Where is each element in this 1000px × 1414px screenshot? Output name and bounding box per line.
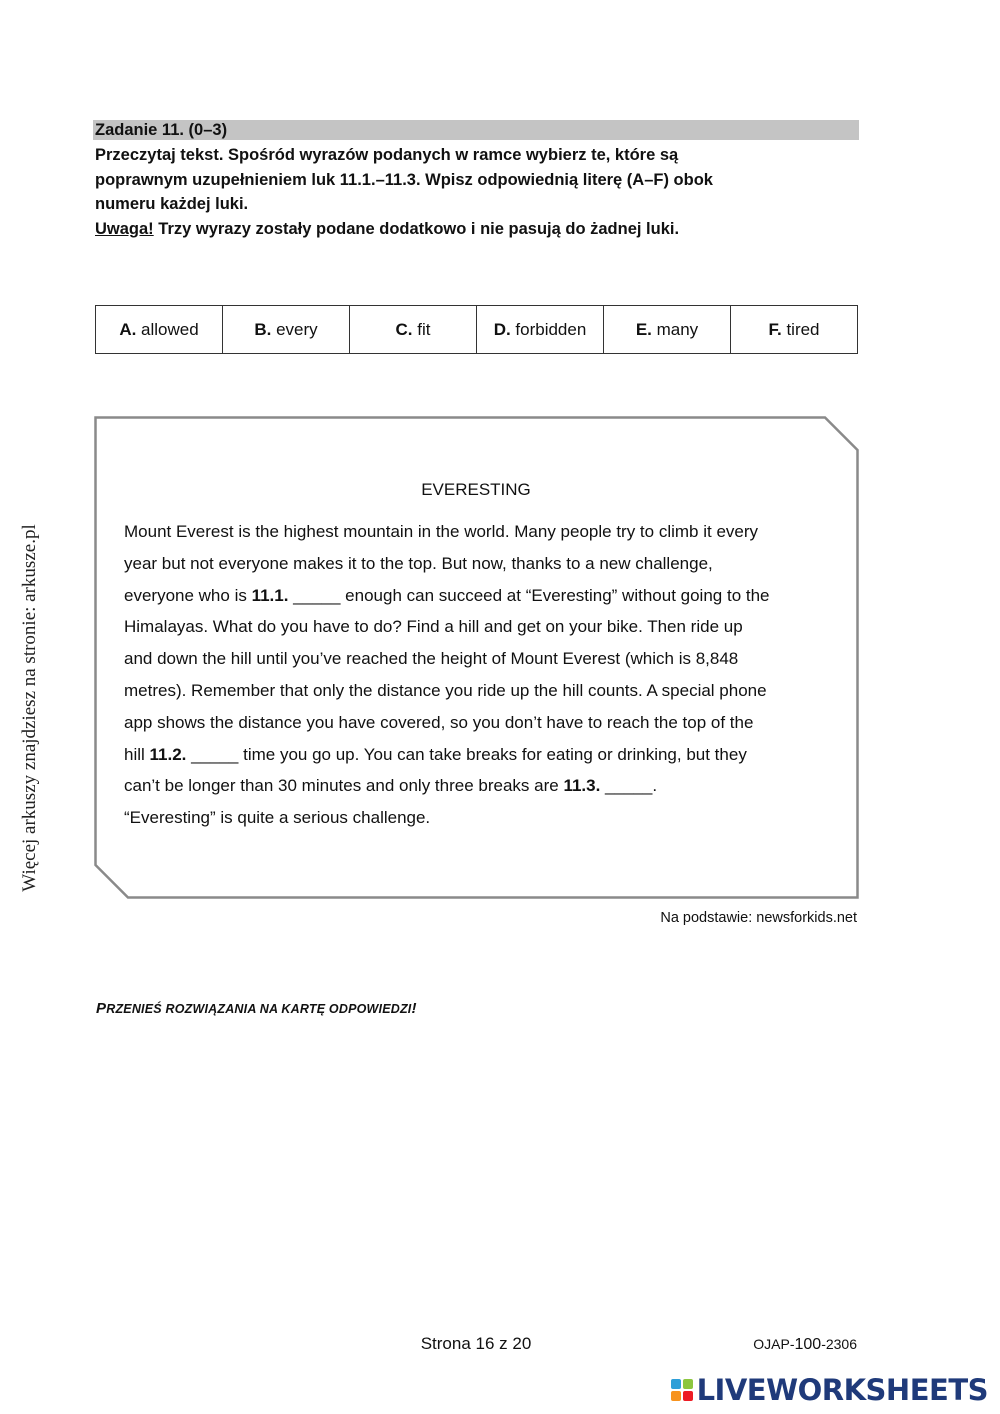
note-label: Uwaga! [95, 219, 154, 238]
code-part: 100 [794, 1336, 822, 1353]
text-line: and down the hill until you’ve reached the height of Mount Everest (which is 8,848 [124, 649, 739, 669]
transfer-cap: P [96, 1000, 107, 1017]
text-line [124, 739, 836, 771]
word-options-table [95, 305, 858, 354]
document-code [753, 1336, 857, 1354]
reading-title: EVERESTING [421, 480, 531, 499]
option-e [604, 306, 731, 354]
task-header: Zadanie 11. (0–3) [93, 120, 859, 140]
transfer-instruction [96, 1000, 417, 1017]
text-line: “Everesting” is quite a serious challenge. [124, 808, 431, 828]
text-line [124, 770, 836, 802]
logo-square [671, 1379, 681, 1389]
liveworksheets-brand[interactable] [671, 1372, 988, 1408]
logo-square [671, 1391, 681, 1401]
text-span: everyone who is [124, 585, 252, 605]
transfer-smallcaps: ROZWIĄZANIA NA KARTĘ ODPOWIEDZI [165, 1002, 412, 1016]
note-text: Trzy wyrazy zostały podane dodatkowo i nie pasują do żadnej luki. [153, 219, 680, 238]
code-part: OJAP- [753, 1336, 795, 1352]
sidebar-watermark: Więcej arkuszy znajdziesz na stronie: arkusze.pl [19, 524, 40, 892]
text-line: Himalayas. What do you have to do? Find a hill and get on your bike. Then ride up [124, 617, 743, 637]
task-instructions [95, 143, 855, 241]
option-word: every [271, 319, 318, 339]
option-word: allowed [136, 319, 199, 339]
option-word: tired [781, 319, 820, 339]
instruction-line: poprawnym uzupełnieniem luk 11.1.–11.3. Wpisz odpowiednią literę (A–F) obok [95, 170, 713, 189]
code-part: -2306 [821, 1336, 857, 1352]
option-letter: F. [768, 319, 782, 339]
instruction-line: Przeczytaj tekst. Spośród wyrazów podanych w ramce wybierz te, które są [95, 146, 679, 164]
reading-text [124, 516, 836, 834]
transfer-mark: ! [411, 1000, 417, 1017]
option-f [731, 306, 858, 354]
note-line [95, 217, 855, 242]
instruction-line: numeru każdej luki. [95, 195, 249, 213]
gap-11-2: 11.2. [149, 744, 187, 764]
page-number: Strona 16 z 20 [420, 1334, 532, 1353]
text-line: app shows the distance you have covered, so you don’t have to reach the top of the [124, 712, 754, 732]
option-b [223, 306, 350, 354]
option-c [350, 306, 477, 354]
option-letter: C. [395, 319, 413, 339]
text-line [124, 580, 836, 612]
liveworksheets-logo-icon [671, 1379, 693, 1401]
source-note: Na podstawie: newsforkids.net [660, 910, 857, 926]
brand-name: LIVEWORKSHEETS [696, 1373, 988, 1407]
option-letter: E. [635, 319, 652, 339]
option-word: many [651, 319, 699, 339]
text-span: _____ enough can succeed at “Everesting” without going to the [288, 585, 770, 605]
text-span: _____. [600, 776, 658, 796]
text-span: _____ time you go up. You can take breaks for eating or drinking, but they [186, 744, 747, 764]
text-line: Mount Everest is the highest mountain in the world. Many people try to climb it every [124, 522, 759, 541]
text-span: can’t be longer than 30 minutes and only three breaks are [124, 776, 564, 796]
option-d [477, 306, 604, 354]
text-span: hill [124, 744, 150, 764]
text-line: metres). Remember that only the distance you ride up the hill counts. A special phone [124, 680, 767, 700]
option-letter: D. [493, 319, 511, 339]
logo-square [683, 1379, 693, 1389]
option-a [96, 306, 223, 354]
text-line: year but not everyone makes it to the top. But now, thanks to a new challenge, [124, 553, 713, 573]
option-word: forbidden [510, 319, 587, 339]
gap-11-3: 11.3. [563, 776, 601, 796]
option-letter: B. [254, 319, 272, 339]
transfer-smallcaps: RZENIEŚ [106, 1002, 166, 1016]
option-letter: A. [119, 319, 137, 339]
logo-square [683, 1391, 693, 1401]
option-word: fit [412, 319, 431, 339]
gap-11-1: 11.1. [251, 585, 289, 605]
